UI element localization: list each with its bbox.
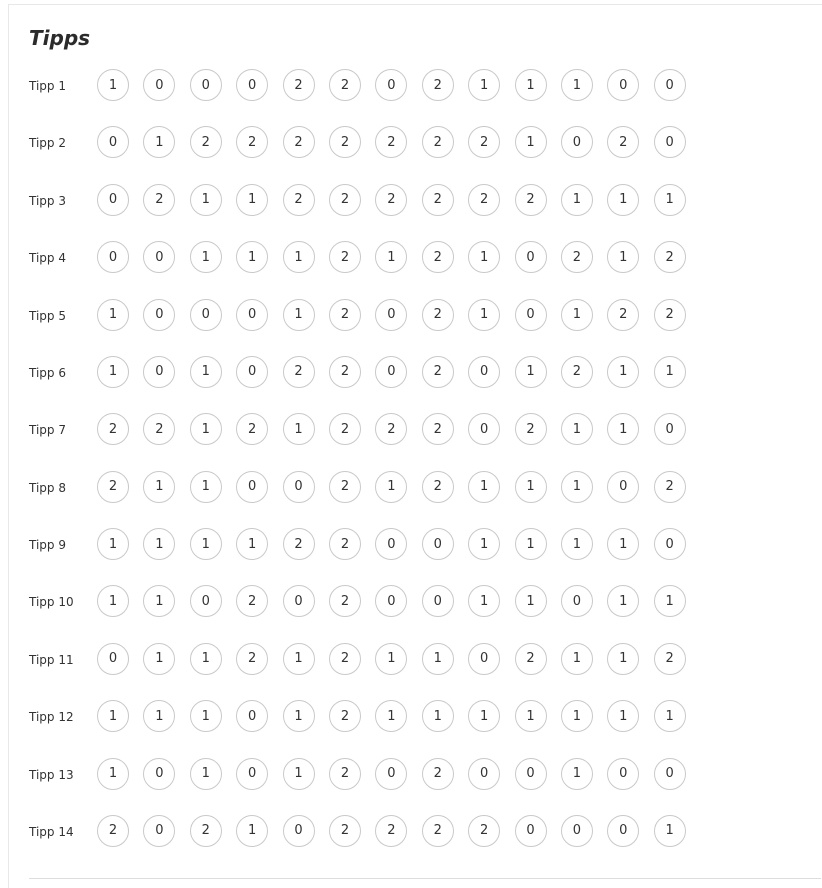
tip-value-circle[interactable]: 1 [607,241,639,273]
tip-value-circle[interactable]: 2 [236,413,268,445]
tip-row [29,585,809,642]
tips-panel [8,4,822,888]
tip-value-circle[interactable]: 2 [654,643,686,675]
tip-value-circle[interactable]: 2 [329,758,361,790]
tip-cells [97,758,700,790]
tip-value-circle[interactable]: 1 [97,585,129,617]
bottom-divider [29,878,821,879]
tip-value-circle[interactable]: 1 [561,69,593,101]
tip-value-circle[interactable]: 1 [561,758,593,790]
tip-value-circle[interactable]: 2 [468,126,500,158]
tip-value-circle[interactable]: 2 [143,184,175,216]
tip-cells [97,299,700,331]
tip-value-circle[interactable]: 1 [283,700,315,732]
tip-cells [97,815,700,847]
tip-value-circle[interactable]: 2 [236,643,268,675]
tips-title: Tipps [29,26,91,50]
tip-value-circle[interactable]: 1 [515,126,547,158]
tip-value-circle[interactable]: 0 [236,356,268,388]
tip-value-circle[interactable]: 1 [190,700,222,732]
tip-value-circle[interactable]: 0 [190,299,222,331]
tip-row-label: Tipp 6 [29,365,66,380]
tip-value-circle[interactable]: 2 [561,241,593,273]
tip-value-circle[interactable]: 2 [329,643,361,675]
tip-cells [97,471,700,503]
tip-value-circle[interactable]: 1 [143,528,175,560]
tip-value-circle[interactable]: 1 [607,356,639,388]
tip-value-circle[interactable]: 2 [422,126,454,158]
tip-value-circle[interactable]: 2 [329,528,361,560]
tip-value-circle[interactable]: 1 [97,700,129,732]
tip-value-circle[interactable]: 0 [515,758,547,790]
tip-value-circle[interactable]: 1 [607,413,639,445]
tip-value-circle[interactable]: 1 [468,69,500,101]
tip-value-circle[interactable]: 0 [143,69,175,101]
tip-cells [97,528,700,560]
tip-value-circle[interactable]: 1 [190,356,222,388]
tip-value-circle[interactable]: 1 [190,413,222,445]
tip-value-circle[interactable]: 2 [561,356,593,388]
tip-value-circle[interactable]: 0 [97,241,129,273]
tip-value-circle[interactable]: 0 [561,585,593,617]
tip-value-circle[interactable]: 2 [329,184,361,216]
tip-value-circle[interactable]: 1 [515,69,547,101]
tip-row-label: Tipp 10 [29,595,74,610]
tip-value-circle[interactable]: 1 [607,643,639,675]
tip-value-circle[interactable]: 2 [515,643,547,675]
tip-value-circle[interactable]: 0 [375,585,407,617]
tip-row [29,126,809,183]
tip-value-circle[interactable]: 1 [236,241,268,273]
tip-value-circle[interactable]: 1 [236,815,268,847]
tip-value-circle[interactable]: 1 [654,700,686,732]
tip-row-label: Tipp 12 [29,710,74,725]
tip-value-circle[interactable]: 1 [654,585,686,617]
tip-row-label: Tipp 1 [29,79,66,93]
tip-value-circle[interactable]: 0 [375,356,407,388]
tip-value-circle[interactable]: 2 [654,299,686,331]
tip-row-label: Tipp 13 [29,767,74,782]
tip-value-circle[interactable]: 0 [607,471,639,503]
tip-value-circle[interactable]: 0 [654,126,686,158]
tip-value-circle[interactable]: 2 [654,241,686,273]
tip-row-label: Tipp 11 [29,652,74,667]
tip-value-circle[interactable]: 1 [468,299,500,331]
tip-value-circle[interactable]: 1 [236,528,268,560]
tip-value-circle[interactable]: 1 [375,700,407,732]
tip-row [29,471,809,528]
tip-value-circle[interactable]: 0 [283,815,315,847]
tip-value-circle[interactable]: 2 [329,413,361,445]
tip-value-circle[interactable]: 2 [236,126,268,158]
tip-value-circle[interactable]: 1 [515,528,547,560]
tip-value-circle[interactable]: 0 [97,643,129,675]
tip-value-circle[interactable]: 2 [468,184,500,216]
tip-value-circle[interactable]: 1 [654,184,686,216]
tip-value-circle[interactable]: 0 [143,299,175,331]
tip-row-label: Tipp 8 [29,480,66,495]
tip-value-circle[interactable]: 1 [283,413,315,445]
tip-value-circle[interactable]: 0 [190,585,222,617]
tip-value-circle[interactable]: 1 [607,700,639,732]
tip-value-circle[interactable]: 0 [468,356,500,388]
tip-value-circle[interactable]: 2 [422,241,454,273]
tip-cells [97,700,700,732]
tip-value-circle[interactable]: 1 [561,700,593,732]
tip-value-circle[interactable]: 2 [329,815,361,847]
tip-row-label: Tipp 4 [29,251,66,266]
tip-value-circle[interactable]: 1 [468,471,500,503]
tip-value-circle[interactable]: 0 [143,356,175,388]
tip-value-circle[interactable]: 1 [283,643,315,675]
tip-value-circle[interactable]: 0 [236,758,268,790]
tip-value-circle[interactable]: 2 [283,356,315,388]
tip-value-circle[interactable]: 1 [143,126,175,158]
tip-value-circle[interactable]: 1 [375,471,407,503]
tip-value-circle[interactable]: 2 [283,184,315,216]
tip-value-circle[interactable]: 1 [515,700,547,732]
tip-value-circle[interactable]: 1 [190,758,222,790]
tip-value-circle[interactable]: 0 [236,700,268,732]
tip-value-circle[interactable]: 1 [190,528,222,560]
tip-value-circle[interactable]: 0 [283,471,315,503]
tip-value-circle[interactable]: 1 [190,471,222,503]
tip-value-circle[interactable]: 1 [607,528,639,560]
tip-row [29,356,809,413]
tip-row [29,184,809,241]
tip-value-circle[interactable]: 0 [375,69,407,101]
tip-value-circle[interactable]: 2 [422,69,454,101]
tip-row [29,299,809,356]
tip-value-circle[interactable]: 2 [422,413,454,445]
tip-value-circle[interactable]: 0 [515,815,547,847]
tip-value-circle[interactable]: 0 [143,758,175,790]
tip-value-circle[interactable]: 2 [329,241,361,273]
tip-value-circle[interactable]: 1 [283,758,315,790]
tip-value-circle[interactable]: 1 [97,758,129,790]
tip-value-circle[interactable]: 0 [654,413,686,445]
tip-value-circle[interactable]: 1 [561,471,593,503]
tip-value-circle[interactable]: 1 [97,528,129,560]
tip-row [29,643,809,700]
tip-row [29,241,809,298]
tip-value-circle[interactable]: 1 [422,643,454,675]
tip-value-circle[interactable]: 1 [375,643,407,675]
tip-value-circle[interactable]: 2 [190,815,222,847]
tip-value-circle[interactable]: 1 [561,413,593,445]
tip-value-circle[interactable]: 0 [422,585,454,617]
tip-value-circle[interactable]: 0 [97,184,129,216]
tip-value-circle[interactable]: 0 [607,815,639,847]
tip-row [29,815,809,872]
tip-value-circle[interactable]: 0 [515,241,547,273]
tip-row-label: Tipp 5 [29,308,66,323]
tip-value-circle[interactable]: 2 [375,184,407,216]
tip-value-circle[interactable]: 2 [190,126,222,158]
tip-value-circle[interactable]: 2 [654,471,686,503]
tip-row-label: Tipp 7 [29,423,66,438]
tip-value-circle[interactable]: 2 [607,126,639,158]
tip-value-circle[interactable]: 0 [236,299,268,331]
tip-value-circle[interactable]: 0 [190,69,222,101]
tip-value-circle[interactable]: 0 [654,758,686,790]
tip-value-circle[interactable]: 0 [561,815,593,847]
tip-value-circle[interactable]: 0 [375,528,407,560]
tip-value-circle[interactable]: 0 [468,413,500,445]
tip-value-circle[interactable]: 2 [422,184,454,216]
tip-value-circle[interactable]: 1 [561,299,593,331]
tip-value-circle[interactable]: 1 [236,184,268,216]
tip-value-circle[interactable]: 2 [143,413,175,445]
tip-row [29,700,809,757]
tip-value-circle[interactable]: 0 [375,758,407,790]
tip-value-circle[interactable]: 0 [515,299,547,331]
tip-row-label: Tipp 14 [29,824,74,839]
tip-value-circle[interactable]: 2 [236,585,268,617]
tip-value-circle[interactable]: 1 [190,643,222,675]
tip-value-circle[interactable]: 1 [468,528,500,560]
tip-value-circle[interactable]: 1 [97,299,129,331]
tip-value-circle[interactable]: 2 [375,413,407,445]
tip-value-circle[interactable]: 2 [329,126,361,158]
tip-value-circle[interactable]: 1 [97,356,129,388]
tip-value-circle[interactable]: 1 [143,585,175,617]
tip-value-circle[interactable]: 2 [97,471,129,503]
tip-value-circle[interactable]: 2 [422,815,454,847]
tip-value-circle[interactable]: 1 [607,585,639,617]
tip-value-circle[interactable]: 0 [236,471,268,503]
tip-value-circle[interactable]: 1 [607,184,639,216]
tip-value-circle[interactable]: 1 [283,299,315,331]
tip-value-circle[interactable]: 1 [654,356,686,388]
tip-value-circle[interactable]: 2 [375,815,407,847]
tip-row-label: Tipp 3 [29,193,66,208]
tip-value-circle[interactable]: 1 [561,184,593,216]
tip-value-circle[interactable]: 1 [468,241,500,273]
tip-value-circle[interactable]: 1 [515,585,547,617]
tip-value-circle[interactable]: 1 [561,528,593,560]
tip-value-circle[interactable]: 1 [190,241,222,273]
tip-value-circle[interactable]: 1 [515,471,547,503]
tip-value-circle[interactable]: 2 [422,299,454,331]
tip-value-circle[interactable]: 0 [607,758,639,790]
tip-value-circle[interactable]: 2 [329,69,361,101]
tip-cells [97,126,700,158]
tip-value-circle[interactable]: 1 [143,471,175,503]
tip-row [29,69,809,126]
tip-cells [97,643,700,675]
tip-value-circle[interactable]: 2 [329,299,361,331]
tip-value-circle[interactable]: 2 [607,299,639,331]
tip-value-circle[interactable]: 1 [468,585,500,617]
tip-value-circle[interactable]: 0 [654,69,686,101]
tip-value-circle[interactable]: 1 [468,700,500,732]
tip-cells [97,69,700,101]
tip-value-circle[interactable]: 1 [143,643,175,675]
tip-value-circle[interactable]: 1 [283,241,315,273]
tip-value-circle[interactable]: 0 [375,299,407,331]
tip-value-circle[interactable]: 2 [329,471,361,503]
tip-value-circle[interactable]: 1 [654,815,686,847]
tip-value-circle[interactable]: 2 [422,758,454,790]
tip-value-circle[interactable]: 0 [97,126,129,158]
tip-value-circle[interactable]: 2 [329,700,361,732]
tip-value-circle[interactable]: 2 [375,126,407,158]
tip-value-circle[interactable]: 0 [607,69,639,101]
tip-cells [97,184,700,216]
tip-value-circle[interactable]: 2 [422,471,454,503]
tip-cells [97,241,700,273]
tip-value-circle[interactable]: 2 [329,585,361,617]
tip-value-circle[interactable]: 1 [190,184,222,216]
tip-value-circle[interactable]: 2 [97,413,129,445]
tip-cells [97,585,700,617]
tip-value-circle[interactable]: 2 [283,126,315,158]
tip-value-circle[interactable]: 2 [515,184,547,216]
tip-value-circle[interactable]: 0 [422,528,454,560]
tip-row [29,413,809,470]
tip-value-circle[interactable]: 2 [422,356,454,388]
tip-row-label: Tipp 2 [29,136,66,151]
tip-value-circle[interactable]: 1 [97,69,129,101]
tip-value-circle[interactable]: 2 [97,815,129,847]
tip-value-circle[interactable]: 0 [468,643,500,675]
tip-value-circle[interactable]: 1 [143,700,175,732]
tip-value-circle[interactable]: 2 [329,356,361,388]
tips-list [29,69,809,872]
tip-value-circle[interactable]: 0 [236,69,268,101]
tip-value-circle[interactable]: 1 [515,356,547,388]
tip-value-circle[interactable]: 2 [468,815,500,847]
tip-value-circle[interactable]: 2 [283,69,315,101]
tip-value-circle[interactable]: 0 [468,758,500,790]
tip-row-label: Tipp 9 [29,538,66,552]
tip-value-circle[interactable]: 2 [515,413,547,445]
tip-value-circle[interactable]: 0 [561,126,593,158]
tip-value-circle[interactable]: 0 [143,815,175,847]
tip-value-circle[interactable]: 1 [561,643,593,675]
tip-value-circle[interactable]: 2 [283,528,315,560]
tip-value-circle[interactable]: 0 [283,585,315,617]
tip-value-circle[interactable]: 1 [375,241,407,273]
tip-value-circle[interactable]: 0 [654,528,686,560]
tip-cells [97,413,700,445]
tip-row [29,758,809,815]
tip-row [29,528,809,585]
tip-cells [97,356,700,388]
tip-value-circle[interactable]: 0 [143,241,175,273]
tip-value-circle[interactable]: 1 [422,700,454,732]
